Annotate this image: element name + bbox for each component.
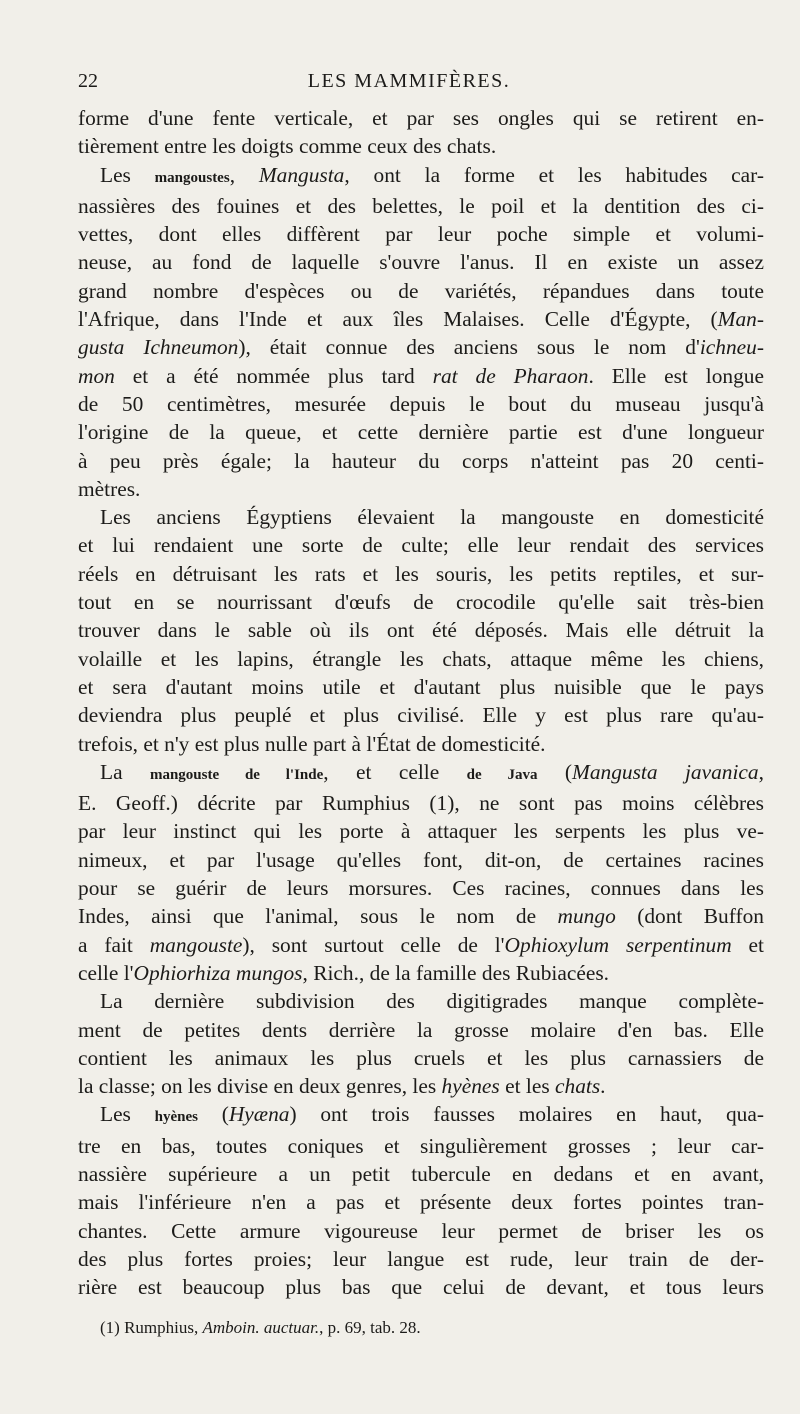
text-run: forme d'une fente verticale, et par ses ongles qui se retirent en- [78,106,764,130]
text-run: , Rich., de la famille des Rubiacées. [302,960,609,985]
text-line [78,560,764,588]
text-line [78,1100,764,1131]
text-line [78,1217,764,1245]
text-line [78,789,764,817]
text-line [78,333,764,361]
italic-text: Man- [717,307,764,332]
text-run: ) ont trois fausses molaires en haut, qua- [289,1102,764,1127]
text-run: La dernière subdivision des digitigrades manque complète- [100,989,764,1014]
text-line [78,248,764,276]
text-line [78,874,764,902]
bold-term: mangouste de l'Inde [149,766,324,783]
italic-text: Hyæna [228,1102,290,1127]
running-title: LES MAMMIFÈRES. [307,70,511,92]
text-run: à peu près égale; la hauteur du corps n'atteint pas 20 centi- [78,448,764,473]
text-line [78,192,764,220]
text-run: de 50 centimètres, mesurée depuis le bout du museau jusqu'à [78,391,764,416]
text-run: trefois, et n'y est plus nulle part à l'État de domesticité. [78,731,546,756]
italic-text: mangouste [149,932,243,957]
text-run: (dont Buffon [615,904,765,929]
text-line [78,1273,764,1301]
text-run: Les anciens Égyptiens élevaient la mangouste en domesticité [100,505,764,530]
text-run: (1) Rumphius, [100,1318,203,1337]
text-line [78,673,764,701]
text-run: grand nombre d'espèces ou de variétés, répandues dans toute [78,278,764,303]
text-run: ), sont surtout celle de l' [242,932,505,957]
text-run: Les [100,162,155,187]
text-run: et [731,932,764,957]
italic-text: ichneu- [699,335,764,360]
text-run: ment de petites dents derrière la grosse molaire d'en bas. Elle [78,1017,764,1042]
text-run: la classe; on les divise en deux genres, les [78,1074,442,1099]
italic-text: Amboin. auctuar. [202,1318,320,1337]
text-run: , ont la forme et les habitudes car- [344,162,764,187]
text-run: tre en bas, toutes coniques et singulièrement grosses ; leur car- [78,1133,764,1158]
text-line [78,846,764,874]
text-run: par leur instinct qui les porte à attaquer les serpents les plus ve- [78,819,764,844]
text-line [78,475,764,503]
italic-text: chats [555,1074,601,1099]
text-line [78,987,764,1015]
text-line [78,447,764,475]
text-line [78,931,764,959]
text-run: contient les animaux les plus cruels et les plus carnassiers de [78,1045,764,1070]
text-line [78,1160,764,1188]
text-line [78,104,764,132]
footnote [100,1318,421,1338]
text-run: E. Geoff.) décrite par Rumphius (1), ne sont pas moins célèbres [78,791,764,816]
text-line [78,220,764,248]
text-line [78,531,764,559]
text-line [78,645,764,673]
text-run: volaille et les lapins, étrangle les chats, attaque même les chiens, [78,646,764,671]
text-run: et les [499,1074,555,1099]
text-run: rière est beaucoup plus bas que celui de devant, et tous leurs [78,1275,764,1300]
text-run: tout en se nourrissant d'œufs de crocodile qu'elle sait très-bien [78,590,764,615]
text-line [78,418,764,446]
italic-text: Mangusta [258,162,345,187]
running-head [78,70,740,98]
text-line [78,1188,764,1216]
text-run: vettes, dont elles diffèrent par leur poche simple et volumi- [78,222,764,247]
text-run: nassières des fouines et des belettes, le poil et la dentition des ci- [78,193,764,218]
text-run: pour se guérir de leurs morsures. Ces racines, connues dans les [78,876,764,901]
text-line [78,362,764,390]
italic-text: rat de Pharaon [432,363,589,388]
text-run: chantes. Cette armure vigoureuse leur permet de briser les os [78,1218,764,1243]
text-line [78,1044,764,1072]
text-run: et lui rendaient une sorte de culte; elle leur rendait des services [78,533,764,558]
text-run: deviendra plus peuplé et plus civilisé. Elle y est plus rare qu'au- [78,703,764,728]
text-run: des plus fortes proies; leur langue est rude, leur train de der- [78,1246,764,1271]
bold-term: mangoustes [154,169,230,186]
text-run: réels en détruisant les rats et les souris, les petits reptiles, et sur- [78,561,764,586]
text-run: , et celle [323,759,467,784]
text-line [78,588,764,616]
text-line [78,959,764,987]
text-line [78,503,764,531]
italic-text: hyènes [441,1074,500,1099]
text-line [78,132,764,160]
text-run: ( [537,759,572,784]
bold-term: de Java [466,766,538,783]
text-line [78,817,764,845]
text-line [78,758,764,789]
italic-text: mon [78,363,115,388]
text-run: , p. 69, tab. 28. [319,1318,421,1337]
text-run: l'Afrique, dans l'Inde et aux îles Malaises. Celle d'Égypte, ( [78,307,718,332]
text-line [78,730,764,758]
text-run: ), était connue des anciens sous le nom d' [238,335,700,360]
text-run: tièrement entre les doigts comme ceux des chats. [78,134,497,159]
text-run: ( [197,1102,229,1127]
text-run: Indes, ainsi que l'animal, sous le nom de [78,904,558,929]
text-run: nassière supérieure a un petit tubercule en dedans et en avant, [78,1161,764,1186]
text-run: mètres. [78,476,141,501]
text-line [78,1072,764,1100]
text-run: , [229,162,259,187]
text-line [78,1132,764,1160]
text-run: . [600,1074,606,1099]
text-line [78,616,764,644]
italic-text: Ophioxylum serpentinum [504,932,732,957]
italic-text: Mangusta javanica [572,759,759,784]
italic-text: Ophiorhiza mungos [133,960,303,985]
text-line [78,161,764,192]
text-line [78,902,764,930]
text-run: La [100,759,150,784]
text-line [78,390,764,418]
text-run: . Elle est longue [588,363,764,388]
text-run: , [758,759,764,784]
text-run: neuse, au fond de laquelle s'ouvre l'anus. Il en existe un assez [78,250,764,275]
text-run: l'origine de la queue, et cette dernière partie est d'une longueur [78,420,764,445]
text-line [78,277,764,305]
text-run: a fait [78,932,150,957]
text-line [78,701,764,729]
text-run: celle l' [78,960,134,985]
body-text [78,104,764,1301]
text-run: mais l'inférieure n'en a pas et présente deux fortes pointes tran- [78,1190,764,1215]
bold-term: hyènes [154,1109,198,1126]
text-run: Les [100,1102,155,1127]
text-line [78,1245,764,1273]
text-run: et sera d'autant moins utile et d'autant plus nuisible que le pays [78,674,764,699]
text-run: nimeux, et par l'usage qu'elles font, dit-on, de certaines racines [78,847,764,872]
text-line [78,1016,764,1044]
text-run: trouver dans le sable où ils ont été déposés. Mais elle détruit la [78,618,764,643]
text-line [78,305,764,333]
text-run: et a été nommée plus tard [114,363,433,388]
italic-text: mungo [557,904,616,929]
page-number: 22 [78,70,98,92]
italic-text: gusta Ichneumon [78,335,239,360]
